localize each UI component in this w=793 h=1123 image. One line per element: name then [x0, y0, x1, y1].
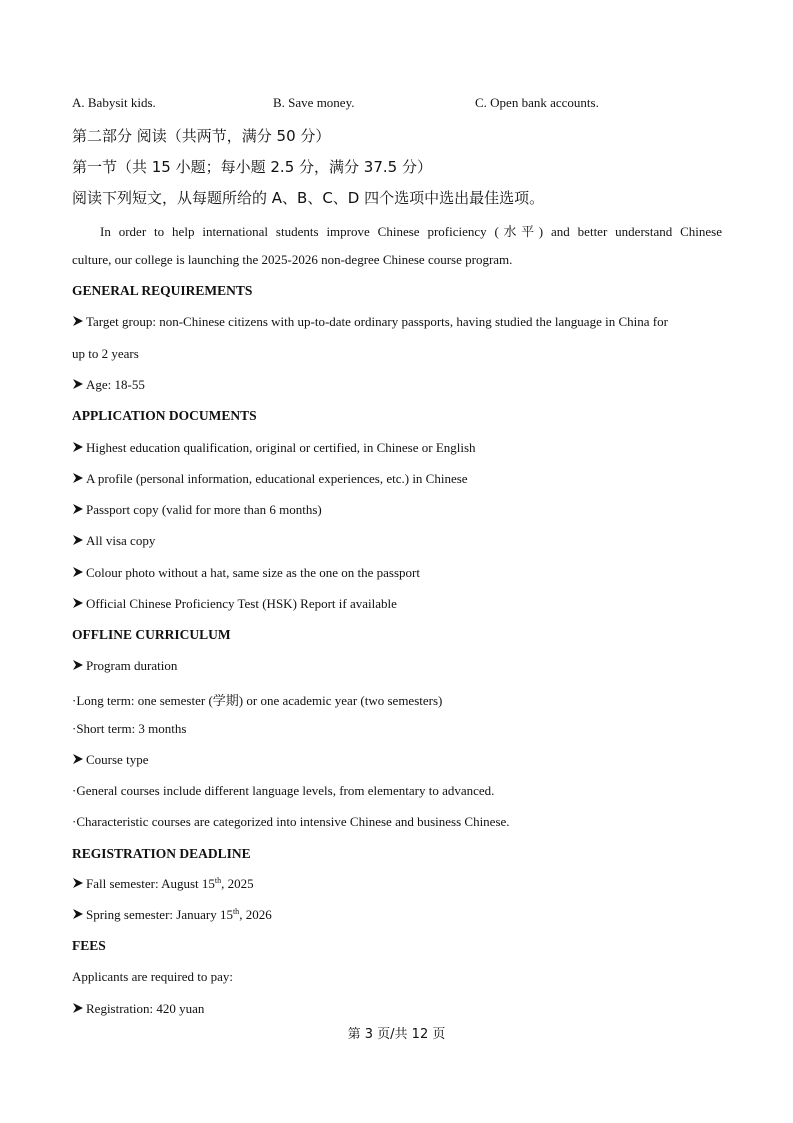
registration-deadline-heading: REGISTRATION DEADLINE [72, 846, 251, 861]
document-item-text: Passport copy (valid for more than 6 months) [86, 502, 322, 517]
fees-intro: Applicants are required to pay: [72, 969, 233, 984]
target-group-item [72, 314, 668, 330]
spring-semester-prefix: Spring semester: January 15 [86, 907, 233, 922]
section-part-heading: 第二部分 阅读（共两节，满分 50 分） [72, 127, 331, 145]
spring-semester-year: , 2026 [239, 907, 272, 922]
arrow-bullet-icon [72, 597, 84, 609]
section-one-heading: 第一节（共 15 小题；每小题 2.5 分，满分 37.5 分） [72, 158, 432, 176]
document-item-text: A profile (personal information, educational experiences, etc.) in Chinese [86, 471, 468, 486]
offline-curriculum-heading: OFFLINE CURRICULUM [72, 627, 231, 642]
option-a: A. Babysit kids. [72, 95, 156, 110]
fall-semester-item [72, 876, 254, 892]
intro-line-2: culture, our college is launching the 2025-2026 non-degree Chinese course program. [72, 252, 513, 267]
document-item [72, 502, 322, 518]
option-c: C. Open bank accounts. [475, 95, 599, 110]
intro-line-1: In order to help international students improve Chinese proficiency (水平) and better understand Chinese [100, 224, 722, 239]
program-duration-item [72, 658, 177, 674]
short-term-item: ·Short term: 3 months [72, 721, 187, 736]
program-duration-label: Program duration [86, 658, 178, 673]
fall-semester-year: , 2025 [221, 876, 254, 891]
page-number: 第 3 页/共 12 页 [347, 1027, 446, 1042]
age-item [72, 377, 145, 393]
document-item [72, 596, 397, 612]
option-b: B. Save money. [273, 95, 355, 110]
document-item-text: Highest education qualification, original or certified, in Chinese or English [86, 440, 476, 455]
registration-fee-text: Registration: 420 yuan [86, 1001, 205, 1016]
general-requirements-heading: GENERAL REQUIREMENTS [72, 283, 253, 298]
target-group-text: Target group: non-Chinese citizens with up-to-date ordinary passports, having studied the language in China for [86, 314, 668, 329]
document-item [72, 565, 420, 581]
long-term-item: ·Long term: one semester (学期) or one academic year (two semesters) [72, 693, 443, 708]
fees-heading: FEES [72, 938, 106, 953]
document-item [72, 533, 155, 549]
course-type-label: Course type [86, 752, 149, 767]
spring-semester-item [72, 907, 272, 923]
arrow-bullet-icon [72, 441, 84, 453]
arrow-bullet-icon [72, 566, 84, 578]
age-text: Age: 18-55 [86, 377, 145, 392]
fall-semester-prefix: Fall semester: August 15 [86, 876, 215, 891]
characteristic-courses-item: ·Characteristic courses are categorized into intensive Chinese and business Chinese. [72, 814, 510, 829]
registration-fee-item [72, 1001, 204, 1017]
arrow-bullet-icon [72, 877, 84, 889]
page-footer [0, 1023, 793, 1042]
application-documents-heading: APPLICATION DOCUMENTS [72, 408, 257, 423]
arrow-bullet-icon [72, 315, 84, 327]
course-type-item [72, 752, 148, 768]
document-item-text: All visa copy [86, 533, 156, 548]
general-courses-item: ·General courses include different language levels, from elementary to advanced. [72, 783, 495, 798]
target-group-continuation: up to 2 years [72, 346, 139, 361]
reading-instruction: 阅读下列短文，从每题所给的 A、B、C、D 四个选项中选出最佳选项。 [72, 189, 545, 207]
document-item [72, 440, 476, 456]
fall-semester-ordinal: th [214, 876, 222, 885]
answer-options-row [0, 95, 793, 115]
arrow-bullet-icon [72, 1002, 84, 1014]
arrow-bullet-icon [72, 503, 84, 515]
arrow-bullet-icon [72, 472, 84, 484]
arrow-bullet-icon [72, 378, 84, 390]
arrow-bullet-icon [72, 753, 84, 765]
arrow-bullet-icon [72, 908, 84, 920]
document-item [72, 471, 468, 487]
document-item-text: Colour photo without a hat, same size as the one on the passport [86, 565, 420, 580]
arrow-bullet-icon [72, 659, 84, 671]
document-item-text: Official Chinese Proficiency Test (HSK) Report if available [86, 596, 397, 611]
arrow-bullet-icon [72, 534, 84, 546]
spring-semester-ordinal: th [232, 907, 240, 916]
